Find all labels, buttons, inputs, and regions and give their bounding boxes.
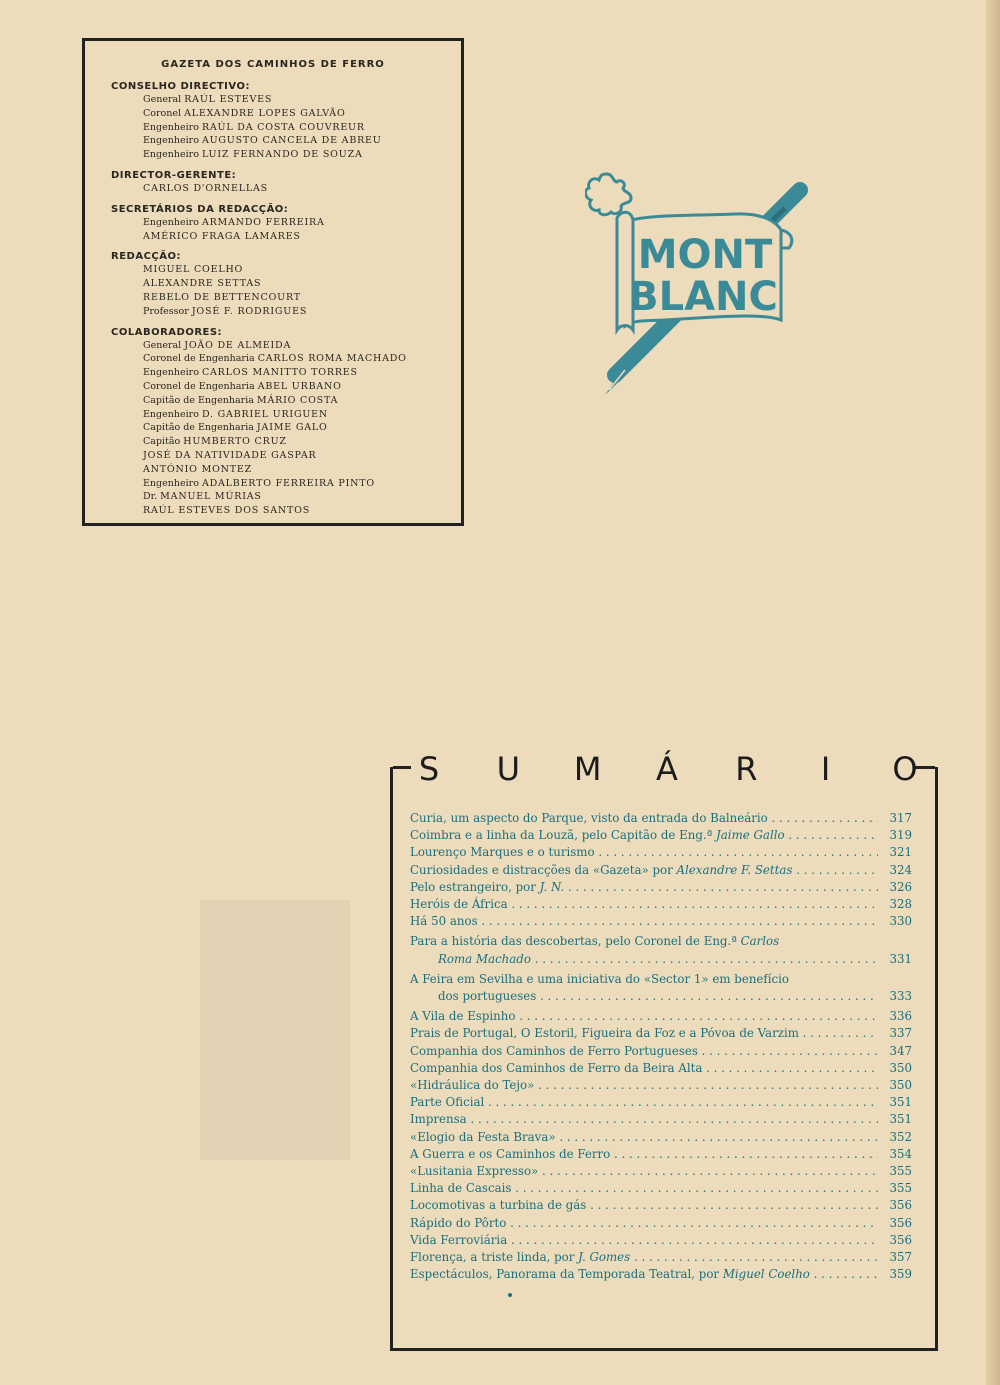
masthead-person — [111, 380, 461, 394]
masthead-section-title: COLABORADORES: — [111, 326, 223, 338]
person-name: MIGUEL COELHO — [143, 264, 244, 276]
masthead-person — [111, 504, 461, 518]
page-edge — [986, 0, 1000, 1385]
toc-entry-page: 333 — [889, 989, 912, 1004]
toc-entry-title: Parte Oficial . . . — [410, 1094, 878, 1111]
brand-line-1: MONT — [637, 232, 773, 278]
toc-entry-title: «Lusitania Expresso» . . . — [410, 1163, 878, 1180]
toc-entry-title: Vida Ferroviária . . . — [410, 1232, 878, 1249]
toc-entry-title: Companhia dos Caminhos de Ferro Portugueses . . . — [410, 1043, 878, 1060]
masthead-person — [111, 107, 461, 121]
masthead-person — [111, 394, 461, 408]
toc-entry[interactable] — [410, 810, 912, 827]
person-name: RAÚL ESTEVES DOS SANTOS — [143, 505, 311, 517]
masthead-person — [111, 352, 461, 366]
toc-entry[interactable] — [410, 1197, 912, 1214]
toc-entry-page: 354 — [889, 1146, 912, 1161]
person-name: JOSÉ F. RODRIGUES — [191, 305, 308, 317]
toc-entry-page: 331 — [889, 951, 912, 966]
person-rank: Professor — [143, 305, 192, 317]
person-name: ARMANDO FERREIRA — [201, 216, 325, 228]
montblanc-logo — [585, 170, 815, 410]
person-name: CARLOS D'ORNELLAS — [143, 182, 268, 194]
toc-entry[interactable] — [410, 1025, 912, 1042]
toc-entry-title: A Feira em Sevilha e uma iniciativa do «Sector 1» em benefício dos portugueses . . . — [410, 971, 878, 1005]
masthead-person — [111, 182, 461, 196]
toc-entry-title: A Guerra e os Caminhos de Ferro . . . — [410, 1146, 878, 1163]
person-name: ALEXANDRE SETTAS — [143, 278, 262, 290]
person-name: AMÉRICO FRAGA LAMARES — [143, 230, 301, 242]
summary-title-letter: R — [735, 750, 758, 788]
masthead-box — [82, 38, 464, 526]
summary-title-letter: U — [496, 750, 521, 788]
toc-entry[interactable] — [410, 913, 912, 930]
toc-entry[interactable] — [410, 1266, 912, 1283]
toc-entry-page: 336 — [889, 1009, 912, 1024]
person-name: JAIME GALO — [256, 422, 328, 434]
person-rank: Engenheiro — [143, 367, 202, 379]
toc-entry-page: 357 — [889, 1250, 912, 1265]
toc-entry-page: 319 — [889, 828, 912, 843]
toc-entry[interactable] — [410, 1043, 912, 1060]
toc-entry-title: A Vila de Espinho . . . — [410, 1008, 878, 1025]
toc-entry-title: Imprensa . . . — [410, 1111, 878, 1128]
toc-entry-title: Curia, um aspecto do Parque, visto da entrada do Balneário . . . — [410, 810, 878, 827]
person-rank: Coronel de Engenharia — [143, 380, 258, 392]
toc-entry-title: Linha de Cascais . . . — [410, 1180, 878, 1197]
toc-entry-page: 350 — [889, 1078, 912, 1093]
masthead-sections — [111, 80, 461, 518]
toc-entry[interactable] — [410, 1008, 912, 1025]
toc-entry-page: 355 — [889, 1181, 912, 1196]
masthead-person — [111, 216, 461, 230]
toc-entry-title: Rápido do Pôrto . . . — [410, 1215, 878, 1232]
person-rank: Engenheiro — [143, 216, 202, 228]
toc-entry-title: Pelo estrangeiro, por J. N. . . . — [410, 879, 878, 896]
toc-entry[interactable] — [410, 879, 912, 896]
toc-entry-page: 321 — [889, 845, 912, 860]
person-name: REBELO DE BETTENCOURT — [143, 291, 301, 303]
person-name: HUMBERTO CRUZ — [183, 436, 287, 448]
toc-entry-page: 324 — [889, 862, 912, 877]
summary-title-letter: M — [573, 750, 602, 788]
person-rank: Capitão de Engenharia — [143, 394, 257, 406]
toc-entry-title: «Elogio da Festa Brava» . . . — [410, 1129, 878, 1146]
toc-entry-page: 337 — [889, 1026, 912, 1041]
toc-entry-title: Há 50 anos . . . — [410, 913, 878, 930]
person-name: ANTÓNIO MONTEZ — [143, 463, 253, 475]
masthead-person — [111, 408, 461, 422]
masthead-person — [111, 291, 461, 305]
toc-entry[interactable] — [410, 1163, 912, 1180]
masthead-person — [111, 148, 461, 162]
toc-entry-page: 355 — [889, 1164, 912, 1179]
toc-entry[interactable] — [410, 1094, 912, 1111]
toc-entry-page: 350 — [889, 1060, 912, 1075]
toc-entry[interactable] — [410, 1215, 912, 1232]
masthead-person — [111, 277, 461, 291]
toc-entry[interactable] — [410, 1232, 912, 1249]
person-name: MÁRIO COSTA — [256, 394, 339, 406]
masthead-section-title: SECRETÁRIOS DA REDACÇÃO: — [111, 203, 289, 215]
toc-entry-page: 328 — [889, 897, 912, 912]
toc-entry-page: 356 — [889, 1215, 912, 1230]
toc-entry-title: Locomotivas a turbina de gás . . . — [410, 1197, 878, 1214]
toc-entry-title: Coimbra e a linha da Louzã, pelo Capitão de Eng.ª Jaime Gallo . . . — [410, 827, 878, 844]
toc-entry[interactable] — [410, 1111, 912, 1128]
summary-title — [414, 750, 920, 788]
masthead-person — [111, 435, 461, 449]
toc-entry[interactable] — [410, 1129, 912, 1146]
masthead-person — [111, 477, 461, 491]
person-name: MANUEL MÚRIAS — [160, 491, 262, 503]
summary-title-letter: O — [892, 750, 918, 788]
toc-entry-page: 347 — [889, 1043, 912, 1058]
person-rank: Coronel de Engenharia — [143, 353, 258, 365]
person-name: JOÃO DE ALMEIDA — [184, 339, 292, 351]
table-of-contents — [410, 810, 912, 1283]
toc-entry-title: Lourenço Marques e o turismo . . . — [410, 844, 878, 861]
toc-entry[interactable] — [410, 1146, 912, 1163]
toc-entry[interactable] — [410, 896, 912, 913]
person-name: RAÚL ESTEVES — [184, 94, 273, 105]
toc-entry-title: «Hidráulica do Tejo» . . . — [410, 1077, 878, 1094]
person-name: RAÚL DA COSTA COUVREUR — [201, 121, 365, 133]
toc-entry-page: 317 — [889, 811, 912, 825]
summary-title-letter: I — [820, 750, 831, 788]
toc-entry-title: Curiosidades e distracções da «Gazeta» por Alexandre F. Settas . . . — [410, 862, 878, 879]
masthead-person — [111, 263, 461, 277]
person-rank: Dr. — [143, 491, 161, 503]
person-name: ABEL URBANO — [257, 380, 342, 392]
masthead-title: GAZETA DOS CAMINHOS DE FERRO — [161, 59, 385, 70]
masthead-person — [111, 449, 461, 463]
toc-entry[interactable] — [410, 933, 912, 967]
toc-entry-page: 326 — [889, 879, 912, 894]
toc-entry-page: 351 — [889, 1112, 912, 1127]
person-rank: Coronel — [143, 107, 185, 119]
toc-entry-page: 351 — [889, 1095, 912, 1110]
toc-entry[interactable] — [410, 862, 912, 879]
person-rank: Engenheiro — [143, 408, 202, 420]
person-rank: Engenheiro — [143, 477, 202, 489]
toc-entry[interactable] — [410, 827, 912, 844]
toc-entry-page: 352 — [889, 1129, 912, 1144]
masthead-person — [111, 366, 461, 380]
person-rank: Capitão de Engenharia — [143, 422, 257, 434]
person-rank: Engenheiro — [143, 149, 202, 161]
person-rank: Engenheiro — [143, 135, 202, 147]
masthead-person — [111, 230, 461, 244]
toc-entry-title: Espectáculos, Panorama da Temporada Teatral, por Miguel Coelho . . . — [410, 1266, 878, 1283]
person-name: CARLOS MANITTO TORRES — [201, 367, 358, 379]
toc-entry-page: 330 — [889, 914, 912, 929]
person-name: CARLOS ROMA MACHADO — [257, 353, 407, 365]
toc-entry-page: 359 — [889, 1267, 912, 1282]
masthead-section-title: REDACÇÃO: — [111, 251, 181, 263]
masthead-person — [111, 305, 461, 319]
masthead-person — [111, 339, 461, 353]
toc-entry[interactable] — [410, 971, 912, 1005]
person-name: D. GABRIEL URIGUEN — [201, 408, 329, 420]
person-name: ADALBERTO FERREIRA PINTO — [201, 477, 375, 489]
masthead-section-title: DIRECTOR-GERENTE: — [111, 169, 237, 181]
person-name: ALEXANDRE LOPES GALVÃO — [184, 107, 346, 119]
toc-entry-title: Florença, a triste linda, por J. Gomes . . . — [410, 1249, 878, 1266]
person-rank: Engenheiro — [143, 121, 202, 133]
brand-line-2: BLANC — [628, 274, 778, 320]
toc-entry-page: 356 — [889, 1232, 912, 1247]
person-name: JOSÉ DA NATIVIDADE GASPAR — [143, 449, 317, 461]
toc-entry-title: Para a história das descobertas, pelo Coronel de Eng.ª Carlos Roma Machado . . . — [410, 933, 878, 967]
toc-entry-title: Companhia dos Caminhos de Ferro da Beira Alta . . . — [410, 1060, 878, 1077]
toc-entry[interactable] — [410, 1077, 912, 1094]
masthead-person — [111, 490, 461, 504]
paper-stain — [200, 900, 350, 1160]
masthead-person — [111, 121, 461, 135]
person-name: AUGUSTO CANCELA DE ABREU — [201, 135, 382, 147]
montblanc-advert — [585, 170, 815, 410]
person-rank: General — [143, 94, 185, 105]
person-rank: Capitão — [143, 436, 184, 448]
masthead-person — [111, 93, 461, 107]
toc-entry[interactable] — [410, 1249, 912, 1266]
summary-title-letter: S — [418, 750, 440, 788]
star-icon — [585, 174, 631, 215]
toc-entry-title: Heróis de África . . . — [410, 896, 878, 913]
masthead-person — [111, 463, 461, 477]
toc-entry[interactable] — [410, 844, 912, 861]
masthead-person — [111, 134, 461, 148]
toc-entry-page: 356 — [889, 1198, 912, 1213]
ink-dot — [508, 1293, 512, 1297]
person-name: LUIZ FERNANDO DE SOUZA — [201, 149, 363, 161]
summary-title-letter: Á — [656, 750, 678, 788]
person-rank: General — [143, 339, 185, 351]
masthead-section-title: CONSELHO DIRECTIVO: — [111, 81, 250, 92]
masthead-person — [111, 421, 461, 435]
toc-entry[interactable] — [410, 1060, 912, 1077]
summary-rule-left — [393, 766, 411, 769]
toc-entry[interactable] — [410, 1180, 912, 1197]
toc-entry-title: Prais de Portugal, O Estoril, Figueira da Foz e a Póvoa de Varzim . . . — [410, 1025, 878, 1042]
